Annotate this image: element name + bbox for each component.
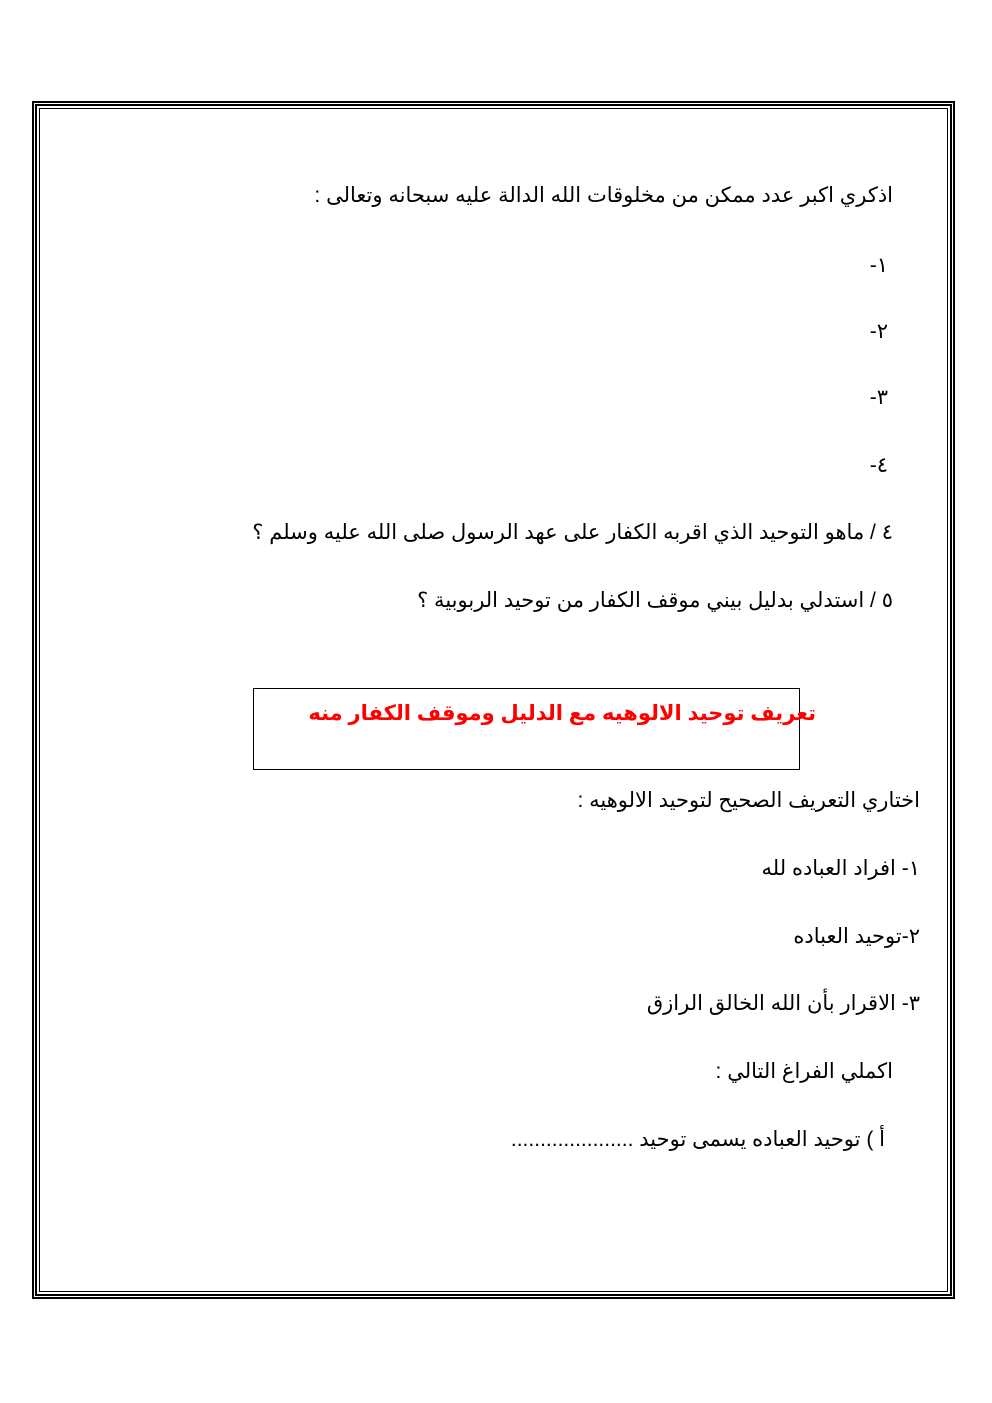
choice-3: ٣- الاقرار بأن الله الخالق الرازق — [646, 992, 920, 1015]
choose-prompt: اختاري التعريف الصحيح لتوحيد الالوهيه : — [577, 789, 920, 812]
question-mention: اذكري اكبر عدد ممكن من مخلوقات الله الدالة عليه سبحانه وتعالى : — [314, 184, 893, 207]
blank-item-1: ١- — [869, 254, 888, 277]
section-title: تعريف توحيد الالوهيه مع الدليل وموقف الكفار منه — [308, 702, 816, 725]
fill-item: أ ) توحيد العباده يسمى توحيد ..................... — [510, 1128, 885, 1151]
choice-1: ١- افراد العباده لله — [761, 857, 920, 880]
question-4: ٤ / ماهو التوحيد الذي اقربه الكفار على عهد الرسول صلى الله عليه وسلم ؟ — [252, 521, 893, 544]
blank-item-4: ٤- — [869, 454, 888, 477]
blank-item-3: ٣- — [869, 386, 888, 409]
question-5: ٥ / استدلي بدليل بيني موقف الكفار من توحيد الربوبية ؟ — [417, 589, 893, 612]
blank-item-2: ٢- — [869, 320, 888, 343]
choice-2: ٢-توحيد العباده — [793, 925, 920, 948]
fill-prompt: اكملي الفراغ التالي : — [715, 1060, 893, 1083]
